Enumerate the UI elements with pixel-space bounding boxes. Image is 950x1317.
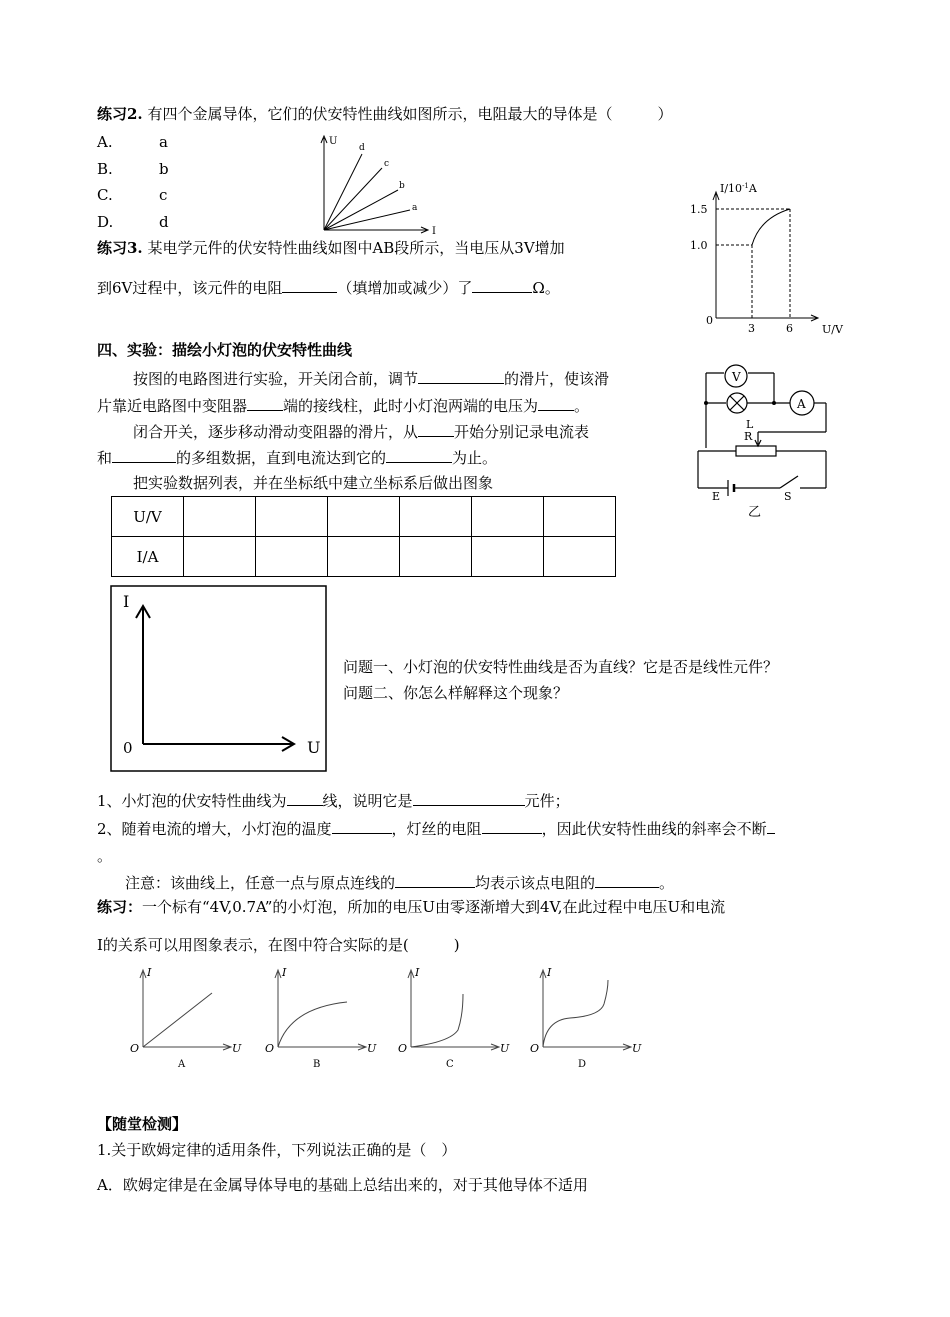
option-value: d xyxy=(159,213,169,231)
circuit-diagram xyxy=(688,360,838,520)
adjust-device-blank[interactable] xyxy=(418,368,504,384)
line-a xyxy=(324,210,410,230)
table-cell[interactable] xyxy=(472,497,544,537)
rheostat-label: R xyxy=(744,430,753,443)
resistance-blank[interactable] xyxy=(482,818,542,834)
x-axis-label: I xyxy=(432,226,436,237)
conclusion-2-end: 。 xyxy=(97,847,113,865)
x-axis-label: U xyxy=(307,738,321,757)
y-label: I xyxy=(147,966,152,979)
table-cell[interactable] xyxy=(544,537,616,577)
ex3-line2 xyxy=(97,277,560,298)
table-cell[interactable] xyxy=(544,497,616,537)
curve-type-blank[interactable] xyxy=(287,790,323,806)
x-label: U xyxy=(500,1042,510,1055)
table-cell[interactable] xyxy=(184,537,256,577)
section4-p2-line2: 和 的多组数据，直到电流达到它的 为止。 xyxy=(97,449,498,467)
section4-p1-line1: 按图的电路图进行实验，开关闭合前，调节 的滑片，使该滑 xyxy=(133,370,610,388)
y-label: I xyxy=(547,966,552,979)
table-cell[interactable] xyxy=(256,497,328,537)
option-key: D. xyxy=(97,213,114,231)
quiz-option-a[interactable]: A．欧姆定律是在金属导体导电的基础上总结出来的，对于其他导体不适用 xyxy=(97,1176,588,1194)
option-key: C. xyxy=(97,186,113,204)
option-key: A. xyxy=(97,133,113,151)
conclusion-2: 2、随着电流的增大，小灯泡的温度 ，灯丝的电阻 ，因此伏安特性曲线的斜率会不断 xyxy=(97,818,775,839)
temperature-blank[interactable] xyxy=(332,818,392,834)
caption-c: C xyxy=(446,1059,454,1070)
practice-graphs xyxy=(120,960,660,1080)
element-type-blank[interactable] xyxy=(413,790,525,806)
origin-label: O xyxy=(530,1042,540,1055)
origin-label: 0 xyxy=(706,314,713,327)
resistance-trend-blank[interactable] xyxy=(282,277,337,293)
resistance-change-blank[interactable] xyxy=(472,277,532,293)
curve-d xyxy=(543,980,608,1047)
curve-ab xyxy=(752,209,790,245)
line-d xyxy=(324,154,362,230)
graph-option-b[interactable] xyxy=(265,966,377,1070)
junction xyxy=(772,401,776,405)
graph-option-a[interactable] xyxy=(130,966,242,1070)
row-header: U/V xyxy=(112,497,184,537)
line-b xyxy=(324,190,398,230)
ex2-option-a[interactable] xyxy=(97,132,187,152)
rated-value-blank[interactable] xyxy=(386,447,452,463)
caption-a: A xyxy=(178,1059,186,1070)
ex2-ui-graph xyxy=(310,130,450,240)
voltmeter-label: V xyxy=(732,370,741,384)
table-cell[interactable] xyxy=(328,537,400,577)
rheostat-end-blank[interactable] xyxy=(247,395,283,411)
junction xyxy=(704,401,708,405)
origin-label: O xyxy=(265,1042,275,1055)
ex3-text-a: 到6V过程中，该元件的电阻 xyxy=(97,279,283,297)
practice-line1: 练习：一个标有“4V,0.7A”的小灯泡，所加的电压U由零逐渐增大到4V,在此过程中电压U和电流 xyxy=(97,898,726,916)
origin-label: O xyxy=(130,1042,140,1055)
ex3-text-b: （填增加或减少）了 xyxy=(337,279,473,297)
caption-b: B xyxy=(313,1059,321,1070)
slope-meaning-blank[interactable] xyxy=(395,872,475,888)
ex3-line1 xyxy=(97,238,565,258)
y-tick-1-0: 1.0 xyxy=(690,239,708,252)
meter-blank[interactable] xyxy=(112,447,176,463)
option-value: c xyxy=(159,186,168,204)
table-cell[interactable] xyxy=(256,537,328,577)
table-row xyxy=(112,537,616,577)
ex3-label: 练习3. xyxy=(97,239,143,257)
section4-p1-line2: 片靠近电路图中变阻器 端的接线柱，此时小灯泡两端的电压为 。 xyxy=(97,397,590,415)
table-cell[interactable] xyxy=(400,537,472,577)
circuit-caption: 乙 xyxy=(748,505,762,520)
curve-a xyxy=(143,993,212,1047)
y-axis-label: I xyxy=(123,592,130,611)
switch-label: S xyxy=(784,490,792,503)
section4-p2-line1: 闭合开关，逐步移动滑动变阻器的滑片，从 开始分别记录电流表 xyxy=(133,423,590,441)
graph-option-d[interactable] xyxy=(530,966,642,1070)
battery-label: E xyxy=(712,490,721,503)
graph-option-c[interactable] xyxy=(398,966,510,1070)
origin-label: O xyxy=(398,1042,408,1055)
x-label: U xyxy=(367,1042,377,1055)
x-label: U xyxy=(232,1042,242,1055)
conclusion-1: 1、小灯泡的伏安特性曲线为 线，说明它是 元件； xyxy=(97,792,570,810)
y-axis-label: U xyxy=(329,136,338,147)
y-tick-1-5: 1.5 xyxy=(690,203,708,216)
x-tick-3: 3 xyxy=(748,322,755,335)
lamp-voltage-blank[interactable] xyxy=(538,395,574,411)
ex3-text-c: Ω。 xyxy=(532,279,560,297)
section4-p3: 把实验数据列表，并在坐标纸中建立坐标系后做出图象 xyxy=(133,474,494,492)
label-b: b xyxy=(399,181,405,191)
option-key: B. xyxy=(97,160,113,178)
line-c xyxy=(324,168,382,230)
lamp-label: L xyxy=(746,418,754,431)
label-a: a xyxy=(412,203,418,213)
ex2-text: 有四个金属导体，它们的伏安特性曲线如图所示，电阻最大的导体是（ ） xyxy=(147,105,673,123)
ex2-option-c[interactable] xyxy=(97,185,187,205)
y-label: I xyxy=(415,966,420,979)
curve-c xyxy=(411,994,463,1047)
quiz-title: 【随堂检测】 xyxy=(97,1115,188,1133)
switch-icon xyxy=(780,476,798,488)
section4-title: 四、实验：描绘小灯泡的伏安特性曲线 xyxy=(97,341,353,359)
ex2-option-b[interactable] xyxy=(97,159,187,179)
practice-line2: I的关系可以用图象表示，在图中符合实际的是( ) xyxy=(97,936,460,954)
note: 注意：该曲线上，任意一点与原点连线的 均表示该点电阻的 。 xyxy=(125,874,675,892)
x-label: U xyxy=(632,1042,642,1055)
ammeter-label: A xyxy=(797,397,806,411)
ex3-text: 某电学元件的伏安特性曲线如图中AB段所示，当电压从3V增加 xyxy=(147,239,565,257)
curve-b xyxy=(278,1002,347,1047)
x-axis-label: U/V xyxy=(822,323,843,336)
y-axis-label: $I/10^{-1}A$ xyxy=(720,182,757,195)
quiz-question-1: 1.关于欧姆定律的适用条件，下列说法正确的是（ ） xyxy=(97,1141,457,1159)
table-cell[interactable] xyxy=(472,537,544,577)
question-one: 问题一、小灯泡的伏安特性曲线是否为直线？它是否是线性元件？ xyxy=(343,658,779,676)
ex2-option-d[interactable] xyxy=(97,212,187,232)
table-cell[interactable] xyxy=(400,497,472,537)
label-c: c xyxy=(384,159,390,169)
option-value: b xyxy=(159,160,169,178)
data-table xyxy=(111,496,616,577)
practice-label: 练习： xyxy=(97,898,143,916)
table-cell[interactable] xyxy=(328,497,400,537)
origin-label: 0 xyxy=(123,739,133,757)
table-cell[interactable] xyxy=(184,497,256,537)
label-d: d xyxy=(359,143,365,153)
caption-d: D xyxy=(578,1059,587,1070)
start-value-blank[interactable] xyxy=(418,421,454,437)
ex3-iu-graph xyxy=(690,178,850,338)
question-two: 问题二、你怎么样解释这个现象？ xyxy=(343,684,569,702)
resistance-meaning-blank[interactable] xyxy=(595,872,659,888)
x-tick-6: 6 xyxy=(786,322,793,335)
option-value: a xyxy=(159,133,168,151)
blank-iu-axes[interactable] xyxy=(110,585,330,775)
y-label: I xyxy=(282,966,287,979)
row-header: I/A xyxy=(112,537,184,577)
ex2-question xyxy=(97,104,672,124)
slope-blank[interactable] xyxy=(767,818,775,834)
rheostat-icon xyxy=(736,446,776,456)
table-row xyxy=(112,497,616,537)
ex2-label: 练习2. xyxy=(97,105,143,123)
